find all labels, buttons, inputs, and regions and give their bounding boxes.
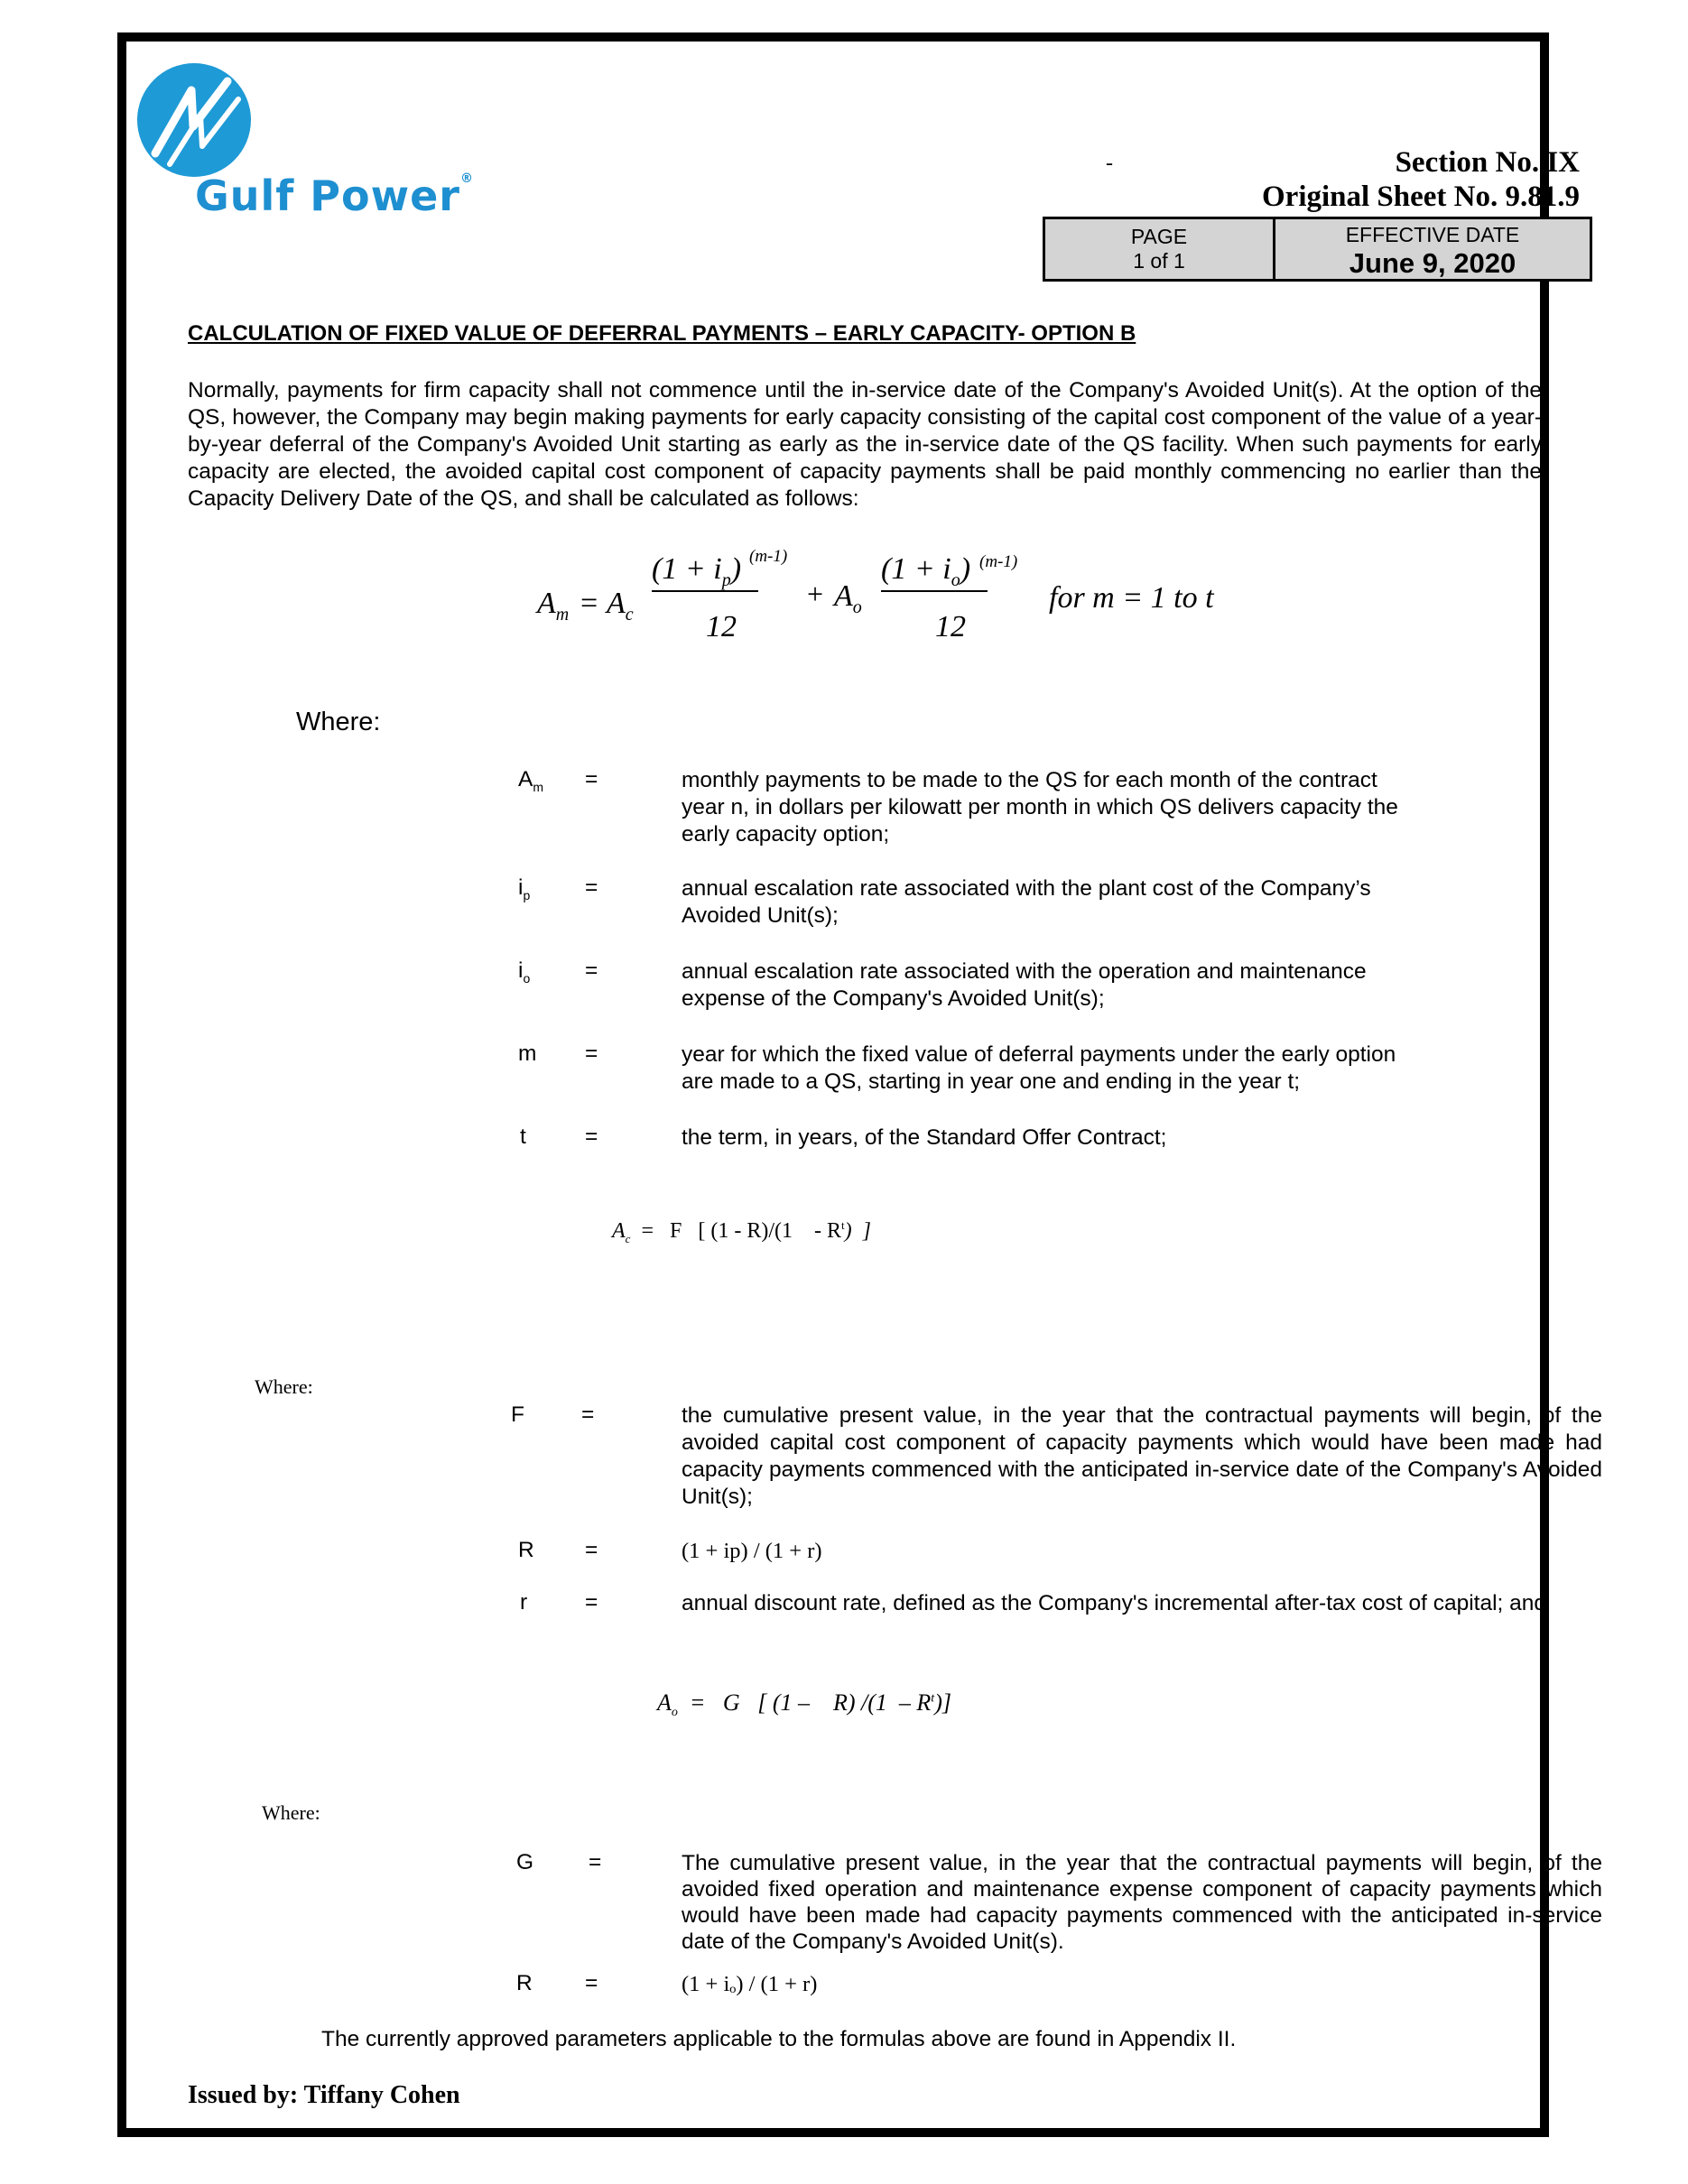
where-label-2: Where: bbox=[255, 1375, 313, 1398]
def-text-r: annual discount rate, defined as the Company's incremental after-tax cost of capital; and bbox=[682, 1591, 1547, 1615]
def-eq: = bbox=[585, 1971, 598, 1995]
def-text-r-capital: (1 + ip) / (1 + r) bbox=[682, 1539, 822, 1563]
effective-date-label: EFFECTIVE DATE bbox=[1345, 223, 1520, 246]
effective-date-box bbox=[1273, 217, 1592, 282]
def-eq: = bbox=[585, 1124, 598, 1149]
def-symbol-m: m bbox=[518, 1041, 537, 1066]
def-symbol-r-capital-2: R bbox=[516, 1971, 533, 1995]
company-logo-text: Gulf Power® bbox=[195, 171, 474, 220]
def-symbol-ip: $i_p$ bbox=[518, 875, 531, 902]
where-label-3: Where: bbox=[262, 1801, 320, 1824]
intro-paragraph: Normally, payments for firm capacity shall not commence until the in-service date of the Company's Avoided Unit(s). At the option of the QS, however, the Company may begin making payments for early capacity consisting of the capital cost component of the value of a year-by-year deferral of the Company's Avoided Unit starting as early as the in-service date of the QS facility. When such payments for early capacity are elected, the avoided capital cost component of capacity payments shall be paid monthly commencing no earlier than the Capacity Delivery Date of the QS, and shall be calculated as follows: bbox=[188, 378, 1542, 511]
def-text-f: the cumulative present value, in the year that the contractual payments will begin, of the avoided capital cost component of capacity payments which would have been made had capacity payments commenced with the anticipated in-service date of the Company's Avoided Unit(s); bbox=[682, 1403, 1602, 1509]
section-number: Section No. IX bbox=[1395, 146, 1580, 179]
formula-ac: $A_c = F$ [ (1 - R)/(1 - $R^t$) ] bbox=[612, 1218, 871, 1245]
def-text-m: year for which the fixed value of deferral payments under the early option are made to a QS, starting in year one and ending in the year t; bbox=[682, 1042, 1396, 1094]
def-text-io: annual escalation rate associated with the operation and maintenance expense of the Company's Avoided Unit(s); bbox=[682, 959, 1367, 1011]
def-text-r-capital-2: (1 + iₒ) / (1 + r) bbox=[682, 1972, 818, 1996]
def-eq: = bbox=[581, 1402, 595, 1427]
page-value: 1 of 1 bbox=[1133, 249, 1185, 273]
def-text-t: the term, in years, of the Standard Offer Contract; bbox=[682, 1125, 1167, 1150]
issued-by: Issued by: Tiffany Cohen bbox=[188, 2081, 460, 2109]
def-eq: = bbox=[585, 875, 598, 900]
page-label: PAGE bbox=[1130, 225, 1188, 248]
def-symbol-r: r bbox=[520, 1590, 528, 1615]
def-text-am: monthly payments to be made to the QS for each month of the contract year n, in dollars per kilowatt per month in which QS delivers capacity the early capacity option; bbox=[682, 768, 1398, 847]
def-eq: = bbox=[585, 958, 598, 983]
def-eq: = bbox=[585, 1041, 598, 1066]
sheet-number: Original Sheet No. 9.81.9 bbox=[1262, 180, 1580, 213]
def-symbol-g: G bbox=[516, 1850, 534, 1874]
where-label-1: Where: bbox=[296, 708, 381, 736]
def-eq: = bbox=[585, 767, 598, 791]
def-eq: = bbox=[585, 1590, 598, 1615]
effective-date-value: June 9, 2020 bbox=[1349, 247, 1516, 279]
def-symbol-r-capital: R bbox=[518, 1538, 534, 1562]
footnote: The currently approved parameters applicable to the formulas above are found in Appendix II. bbox=[321, 2027, 1237, 2051]
def-symbol-f: F bbox=[511, 1402, 524, 1427]
def-text-ip: annual escalation rate associated with the plant cost of the Company’s Avoided Unit(s); bbox=[682, 876, 1371, 928]
page-title: CALCULATION OF FIXED VALUE OF DEFERRAL PAYMENTS – EARLY CAPACITY- OPTION B bbox=[188, 321, 1136, 346]
formula-ao: $A_o = G$ [ (1 – R) $/(1 - R^t)$] bbox=[657, 1689, 951, 1720]
gulf-power-logo-icon bbox=[137, 63, 251, 177]
header-dash: - bbox=[1106, 152, 1113, 175]
def-symbol-t: t bbox=[520, 1124, 526, 1149]
def-text-g: The cumulative present value, in the year that the contractual payments will begin, of the avoided fixed operation and maintenance expense component of capacity payments which would have been made had capacity payments commenced with the anticipated in-service date of the Company's Avoided Unit(s). bbox=[682, 1851, 1602, 1954]
def-eq: = bbox=[589, 1850, 602, 1874]
page-box bbox=[1043, 217, 1275, 282]
def-symbol-io: $i_o$ bbox=[518, 958, 531, 986]
def-eq: = bbox=[585, 1538, 598, 1562]
def-symbol-am: $A_m$ bbox=[518, 767, 544, 794]
